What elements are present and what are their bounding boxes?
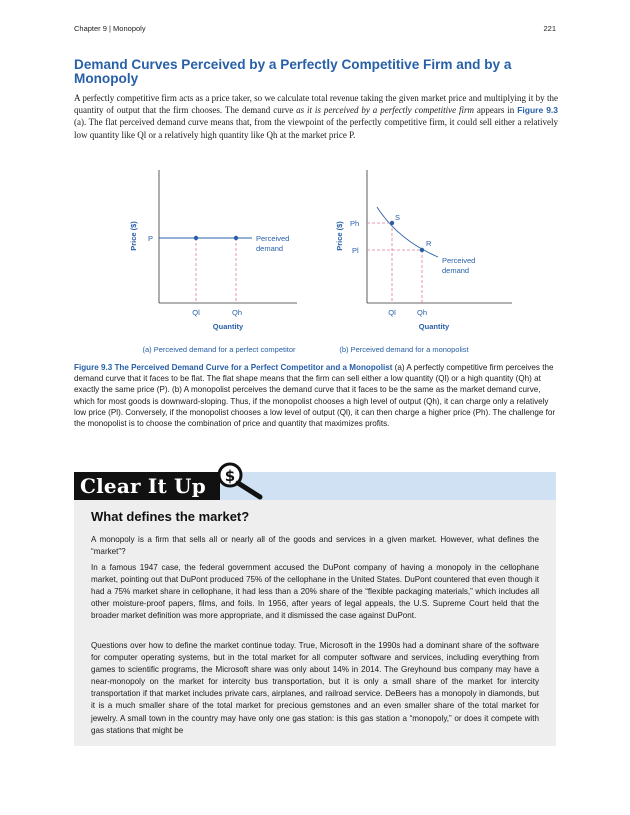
panel-b-point-r <box>420 248 424 252</box>
panel-b-y-label: Price ($) <box>335 221 344 251</box>
section-title: Demand Curves Perceived by a Perfectly Competitive Firm and by a Monopoly <box>74 57 512 86</box>
panel-b-ql-label: Ql <box>388 308 396 317</box>
intro-text-3: (a). The flat perceived demand curve means that, from the viewpoint of the perfectly competitive firm, it could sell either a relatively low quantity like Ql or a relatively high quantity like Qh at the market price P. <box>74 117 558 140</box>
intro-italic: as it is perceived by a perfectly competitive firm <box>296 105 474 116</box>
panel-b-point-s <box>390 221 394 225</box>
clear-it-up-paragraph-1: A monopoly is a firm that sells all or nearly all of the goods and services in a given market. However, what defines the “market”? <box>91 535 539 557</box>
panel-b-caption: (b) Perceived demand for a monopolist <box>339 345 469 354</box>
figure-9-3 <box>0 0 630 360</box>
panel-b-qh-label: Qh <box>416 308 428 317</box>
panel-b-curve-label-2: demand <box>442 266 470 275</box>
panel-a-caption: (a) Perceived demand for a perfect competitor <box>142 345 296 354</box>
caption-text: (a) A perfectly competitive firm perceives the demand curve that it faces to be flat. The flat shape means that the firm can sell either a low quantity (Ql) or a high quantity (Qh) at exactly the same price (P). (b) A monopolist perceives the demand curve that it faces to be the same as the market demand curve, which for most goods is downward-sloping. Thus, if the monopolist chooses a high level of output (Qh), it can charge only a relatively low price (Pl). Conversely, if the monopolist chooses a low level of output (Ql), it can then charge a higher price (Ph). The challenge for the monopolist is to choose the combination of price and quantity that maximizes profits. <box>74 363 556 429</box>
panel-b-curve-label-1: Perceived <box>442 256 476 265</box>
figure-link[interactable]: Figure 9.3 <box>517 105 559 116</box>
panel-a-point-low <box>194 236 198 240</box>
intro-text-1: A perfectly competitive firm acts as a price taker, so we calculate total revenue taking the given market price and multiplying it by the quantity of output that the firm chooses. The demand curve <box>74 93 558 116</box>
panel-b <box>335 170 512 354</box>
clear-it-up-paragraph-3: Questions over how to define the market continue today. True, Microsoft in the 1990s had a dominant share of the software for computer operating systems, but in the total market for all computer software and services, including everything from games to scientific programs, the Microsoft share was only about 14% in 2014. The Greyhound bus company may have a near-monopoly on the market for intercity bus transportation, but it is only a small share of the market for intercity transportation if that market includes private cars, airplanes, and railroad service. DeBeers has a monopoly in diamonds, but it is a much smaller share of the total market for precious gemstones and an even smaller share of the total market for jewelry. A small town in the country may have only one gas station: is this gas station a “monopoly,” or does it compete with gas stations that might be <box>91 641 539 735</box>
panel-a-curve-label-2: demand <box>256 244 284 253</box>
magnifier-dollar-icon <box>214 460 266 502</box>
clear-it-up-banner: Clear It Up <box>74 472 220 500</box>
panel-b-pl-label: Pl <box>352 246 359 255</box>
figure-caption <box>74 362 558 429</box>
running-header-chapter: Chapter 9 | Monopoly <box>74 24 146 33</box>
panel-b-s-label: S <box>395 213 401 222</box>
panel-a-curve-label-1: Perceived <box>256 234 290 243</box>
clear-it-up-question: What defines the market? <box>91 509 250 524</box>
panel-a-point-high <box>234 236 238 240</box>
panel-a-x-label: Quantity <box>212 322 244 331</box>
caption-label: Figure 9.3 The Perceived Demand Curve for a Perfect Competitor and a Monopolist <box>74 363 393 372</box>
panel-a-y-label: Price ($) <box>129 221 138 251</box>
panel-a-price-label: P <box>148 234 154 243</box>
panel-b-ph-label: Ph <box>350 219 360 228</box>
page-number: 221 <box>543 24 556 33</box>
intro-text-2: appears in <box>473 105 518 116</box>
panel-a-qh-label: Qh <box>231 308 243 317</box>
panel-b-demand-curve <box>377 207 438 257</box>
panel-b-r-label: R <box>426 239 432 248</box>
panel-a <box>129 170 297 354</box>
panel-b-x-label: Quantity <box>418 322 450 331</box>
svg-text:$: $ <box>224 467 236 485</box>
panel-a-ql-label: Ql <box>192 308 200 317</box>
clear-it-up-paragraph-2: In a famous 1947 case, the federal government accused the DuPont company of having a monopoly in the cellophane market, pointing out that DuPont produced 75% of the cellophane in the United States. DuPont countered that even though it had a 75% market share in cellophane, it had less than a 20% share of the “flexible packaging materials,” which includes all other moisture-proof papers, films, and foils. In 1956, after years of legal appeals, the U.S. Supreme Court held that the broader market definition was more appropriate, and it dismissed the case against DuPont. <box>91 563 539 621</box>
